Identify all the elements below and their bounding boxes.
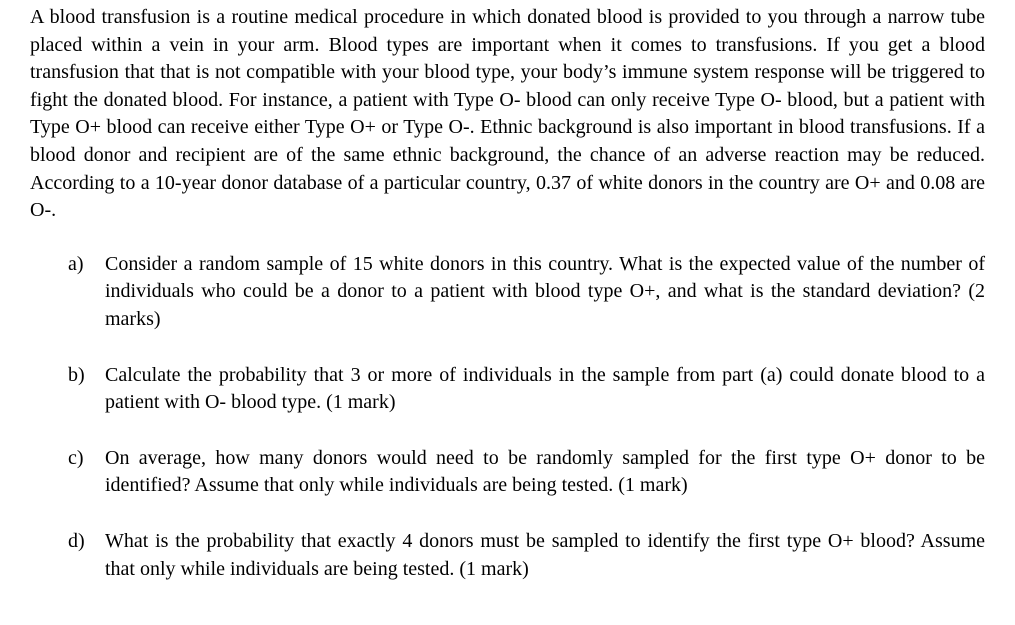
question-marker-a: a)	[68, 252, 84, 275]
question-marker-b: b)	[68, 363, 85, 386]
question-text-c: On average, how many donors would need to be randomly sampled for the first type O+ donor to be identified? Assume that only while individuals are being tested. (1 mark)	[105, 446, 985, 497]
intro-paragraph: A blood transfusion is a routine medical procedure in which donated blood is provided to you through a narrow tube placed within a vein in your arm. Blood types are important when it comes to transfusions. If you get a blood transfusion that that is not compatible with your blood type, your body’s immune system response will be triggered to fight the donated blood. For instance, a patient with Type O- blood can only receive Type O- blood, but a patient with Type O+ blood can receive either Type O+ or Type O-. Ethnic background is also important in blood transfusions. If a blood donor and recipient are of the same ethnic background, the chance of an adverse reaction may be reduced. According to a 10-year donor database of a particular country, 0.37 of white donors in the country are O+ and 0.08 are O-.	[30, 6, 985, 222]
question-text-b: Calculate the probability that 3 or more of individuals in the sample from part (a) could donate blood to a patient with O- blood type. (1 mark)	[105, 363, 985, 414]
question-item-d	[68, 528, 985, 583]
question-text-d: What is the probability that exactly 4 donors must be sampled to identify the first type O+ blood? Assume that only while individuals are being tested. (1 mark)	[105, 529, 985, 580]
question-item-b	[68, 362, 985, 417]
question-list	[68, 251, 985, 583]
question-item-c	[68, 445, 985, 500]
question-marker-c: c)	[68, 446, 84, 469]
question-marker-d: d)	[68, 529, 85, 552]
question-text-a: Consider a random sample of 15 white donors in this country. What is the expected value of the number of individuals who could be a donor to a patient with blood type O+, and what is the standard deviation? (2 marks)	[105, 252, 985, 330]
question-item-a	[68, 251, 985, 334]
